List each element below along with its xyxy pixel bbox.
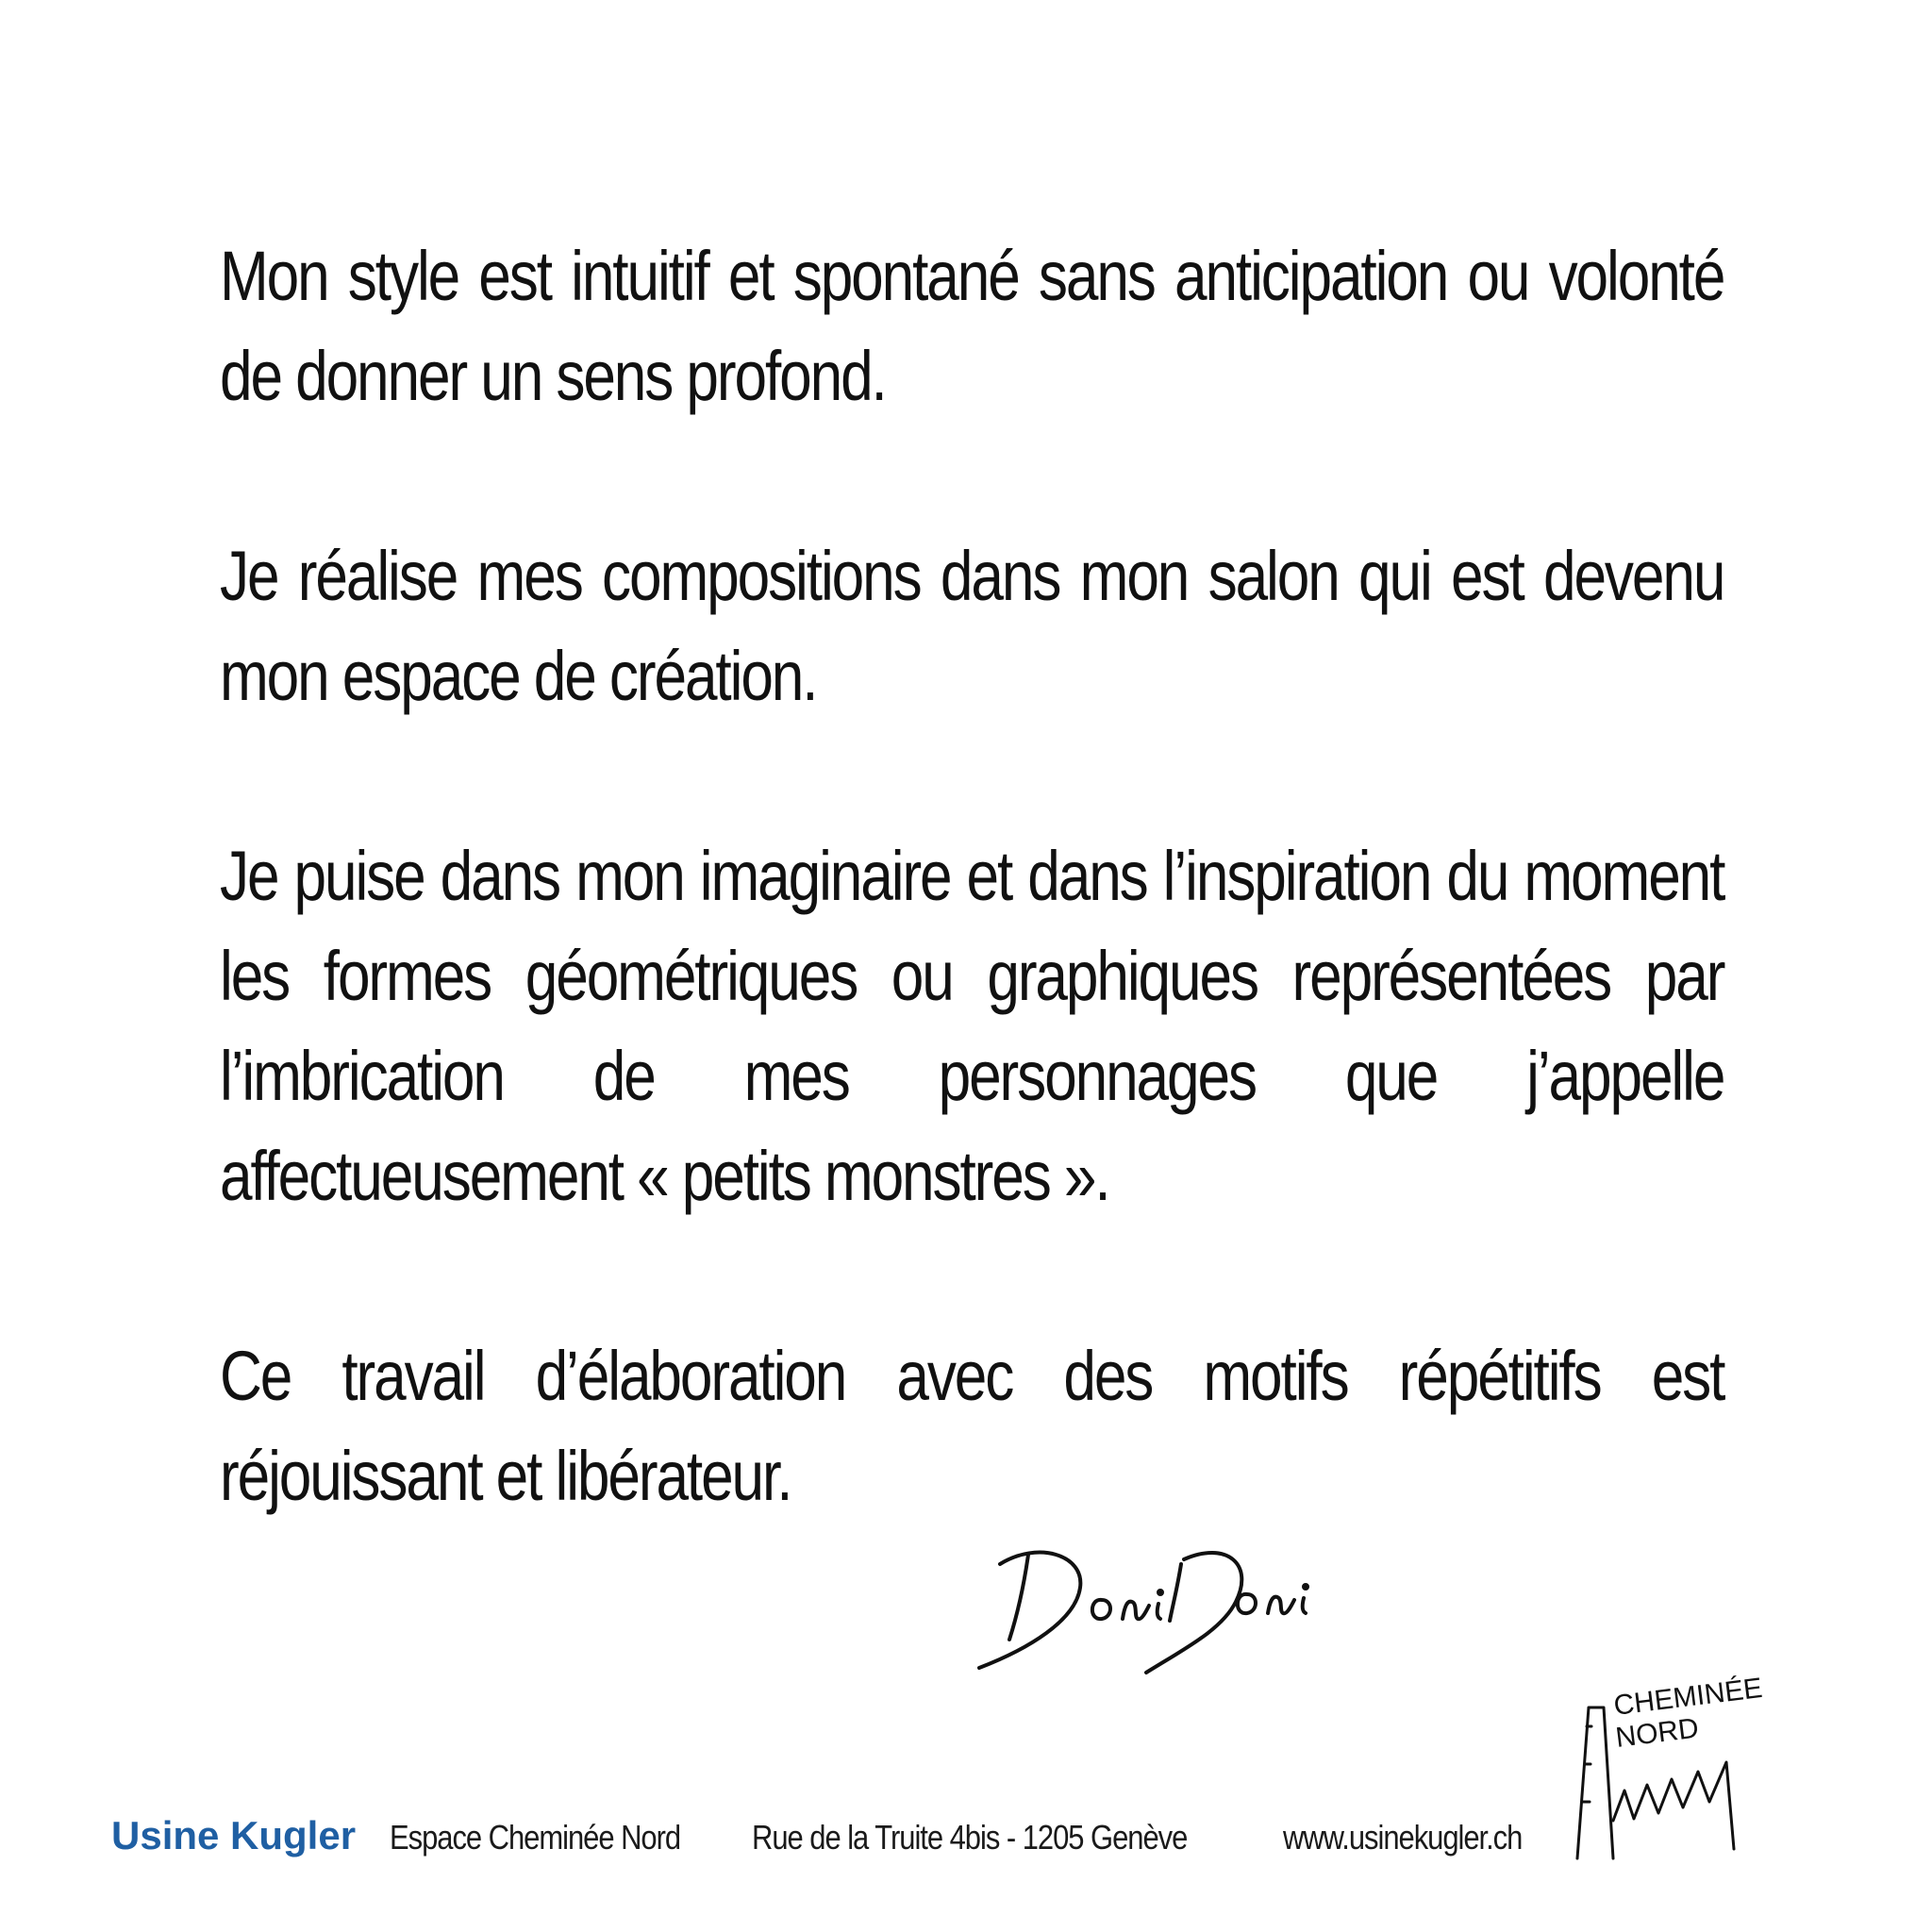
chimney-factory-icon (1566, 1670, 1792, 1868)
footer (111, 1813, 1585, 1870)
logo-line-2: NORD (1613, 1712, 1701, 1754)
paragraph-1: Mon style est intuitif et spontané sans anticipation ou volonté de donner un sens profond. (220, 237, 1724, 415)
signature-doni-doni (972, 1536, 1330, 1677)
venue-name: Espace Cheminée Nord (390, 1818, 681, 1857)
paragraph-3: Je puise dans mon imaginaire et dans l’inspiration du moment les formes géométriques ou graphiques représentées par l’imbrication de mes personnages que j’appelle affectueusement « petits monstres ». (220, 837, 1724, 1215)
paragraph-2: Je réalise mes compositions dans mon salon qui est devenu mon espace de création. (220, 537, 1724, 715)
paragraph-4: Ce travail d’élaboration avec des motifs répétitifs est réjouissant et libérateur. (220, 1337, 1724, 1515)
statement-text (220, 226, 1724, 1526)
address: Rue de la Truite 4bis - 1205 Genève (752, 1818, 1188, 1857)
logo-line-1: CHEMINÉE (1611, 1672, 1765, 1722)
brand-name: Usine Kugler (111, 1813, 357, 1857)
website-link[interactable]: www.usinekugler.ch (1282, 1818, 1522, 1857)
